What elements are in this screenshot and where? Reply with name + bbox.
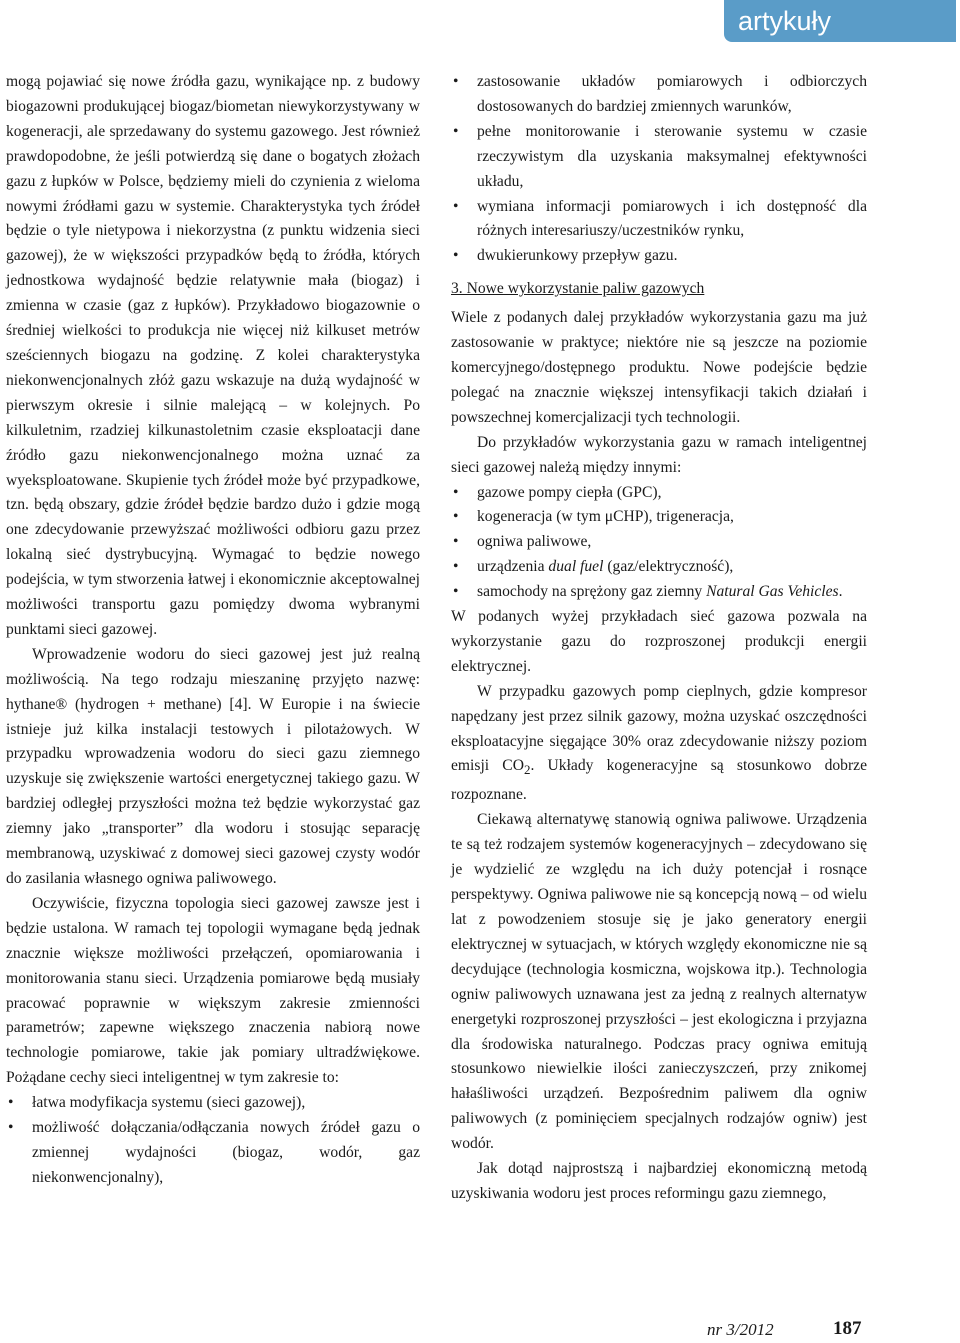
bullet-list <box>451 481 867 606</box>
paragraph-text: W przypadku gazowych pomp cieplnych, gdzie kompresor napędzany jest przez silnik gazowy, można uzyskać oszczędności eksploatacyjne sięgające 30% oraz zdecydowanie niższy poziom emisji CO <box>451 682 867 775</box>
paragraph: Wprowadzenie wodoru do sieci gazowej jest już realną możliwością. Na tego rodzaju mieszaninę przyjęto nazwę: hythane® (hydrogen + methane) [4]. W Europie i na świecie istnieje już kilka instalacji testowych i pilotażowych. W przypadku wprowadzenia wodoru do sieci gazu ziemnego uzyskuje się zwiększenie wartości energetycznej takiego gazu. W bardziej odległej przyszłości można też będzie wykorzystać gaz ziemny jako „transporter” dla wodoru i stosując separację membranową, uzyskiwać z domowej sieci gazowej czysty wodór do zasilania własnego ogniwa paliwowego. <box>6 645 420 887</box>
section-tab <box>724 0 956 42</box>
issue-label: nr 3/2012 <box>707 1320 774 1339</box>
list-item: • kogeneracja (w tym μCHP), trigeneracja, <box>451 505 867 530</box>
list-item <box>451 580 867 605</box>
list-item-text: samochody na sprężony gaz ziemny <box>477 583 707 601</box>
list-item-italic: Natural Gas Vehicles <box>706 583 839 601</box>
paragraph: Ciekawą alternatywę stanowią ogniwa paliwowe. Urządzenia te są też rodzajem systemów kogeneracyjnych – zdecydowano się je wydzielić ze względu na ich duży potencjał i rosnące perspektywy. Ogniwa paliwowe nie są koncepcją nową – od wielu lat z powodzeniem stosuje się je jako generatory energii elektrycznej w sytuacjach, w których względy ekonomiczne nie są decydujące (technologia kosmiczna, wojskowa itp.). Technologia ogniw paliwowych uznawana jest za jedną z realnych alternatyw energetyki rozproszonej przyszłości – jest ekologiczna i przyjazna dla środowiska naturalnego. Podczas pracy ogniwa emitują stosunkowo niewielkie ilości zanieczyszczeń, przy znikomej hałaśliwości urządzeń. Bezpośrednim paliwem dla ogniw paliwowych (z pominięciem specjalnych rodzajów ogniw) jest wodór. <box>451 811 867 1153</box>
list-item: • gazowe pompy ciepła (GPC), <box>451 481 867 506</box>
left-column <box>6 70 420 1191</box>
subscript: 2 <box>523 762 531 778</box>
list-item: • dwukierunkowy przepływ gazu. <box>451 244 867 269</box>
list-item: • łatwa modyfikacja systemu (sieci gazowej), <box>6 1091 420 1116</box>
list-item: • możliwość dołączania/odłączania nowych źródeł gazu o zmiennej wydajności (biogaz, wodór, gaz niekonwencjonalny), <box>6 1116 420 1191</box>
list-item-text: urządzenia <box>477 558 549 576</box>
paragraph: W podanych wyżej przykładach sieć gazowa pozwala na wykorzystanie gazu do rozproszonej produkcji energii elektrycznej. <box>451 608 867 675</box>
paragraph: Jak dotąd najprostszą i najbardziej ekonomiczną metodą uzyskiwania wodoru jest proces reformingu gazu ziemnego, <box>451 1160 867 1202</box>
paragraph <box>451 680 867 809</box>
section-tab-label: artykuły <box>738 6 832 36</box>
list-item: • zastosowanie układów pomiarowych i odbiorczych dostosowanych do bardziej zmiennych warunków, <box>451 70 867 120</box>
section-heading: 3. Nowe wykorzystanie paliw gazowych <box>451 280 705 298</box>
list-item-text: . <box>838 583 843 601</box>
paragraph: Do przykładów wykorzystania gazu w ramach inteligentnej sieci gazowej należą między innymi: <box>451 433 867 476</box>
list-item-text: (gaz/elektryczność), <box>603 558 734 576</box>
list-item-italic: dual fuel <box>548 558 604 576</box>
paragraph: mogą pojawiać się nowe źródła gazu, wynikające np. z budowy biogazowni produkującej biogaz/biometan niewykorzystywany w kogeneracji, ale sprzedawany do systemu gazowego. Jest również prawdopodobne, że jeśli potwierdzą się dane o bogatych złożach gazu z łupków w Polsce, będziemy mieli do czynienia z wieloma nowymi źródłami gazu w systemie. Charakterystyka tych źródeł będzie o tyle nietypowa i niekorzystna (z punktu widzenia sieci gazowej), że w większości przypadków będą to źródła, których jednostkowa wydajność będzie relatywnie mała (biogaz) i zmienna w czasie (gaz z łupków). Przykładowo biogazownie o średniej wielkości to produkcja nie więcej niż kilkuset metrów sześciennych biogazu na godzinę. Z kolei charakterystyka niekonwencjonalnych złóż gazu wskazuje na dużą wydajność w pierwszym okresie i silnie malejącą – w kolejnych. Po kilkuletnim, rzadziej kilkunastoletnim czasie eksploatacji dane źródło gazu niekonwencjonalnego można uznać za wyeksploatowane. Skupienie tych źródeł może być przypadkowe, tzn. będą obszary, gdzie źródeł będzie bardzo dużo i gdzie mogą one zdecydowanie przewyższać możliwości odbioru gazu przez lokalną sieć dystrybucyjną. Wymagać to będzie nowego podejścia, w tym stworzenia łatwej i ekonomicznie akceptowalnej możliwości transportu gazu pomiędzy dwoma wybranymi punktami sieci gazowej. <box>6 73 420 638</box>
list-item: • pełne monitorowanie i sterowanie systemu w czasie rzeczywistym dla uzyskania maksymalnej efektywności układu, <box>451 120 867 195</box>
paragraph: Wiele z podanych dalej przykładów wykorzystania gazu ma już zastosowanie w praktyce; niektóre nie są jeszcze na poziomie komercyjnego/dostępnego produktu. Nowe podejście będzie polegać na znacznie większej intensyfikacji takich działań i powszechnej komercjalizacji tych technologii. <box>451 309 867 426</box>
paragraph: Oczywiście, fizyczna topologia sieci gazowej zawsze jest i będzie ustalona. W ramach tej topologii wymagane będą jednak znacznie większe możliwości przełączeń, opomiarowania i monitorowania stanu sieci. Urządzenia pomiarowe będą musiały pracować poprawnie w większym zakresie zmienności parametrów; zapewne większego znaczenia nabiorą nowe technologie pomiarowe, takie jak pomiary ultradźwiękowe. Pożądane cechy sieci inteligentnej w tym zakresie to: <box>6 894 420 1087</box>
list-item: • ogniwa paliwowe, <box>451 530 867 555</box>
list-item: • wymiana informacji pomiarowych i ich dostępność dla różnych interesariuszy/uczestników rynku, <box>451 195 867 245</box>
bullet-list <box>6 1091 420 1191</box>
page-number: 187 <box>833 1318 862 1339</box>
list-item <box>451 555 867 580</box>
bullet-list <box>451 70 867 269</box>
right-column <box>451 70 867 1207</box>
paragraph-text: . Układy kogeneracyjne są stosunkowo dobrze rozpoznane. <box>451 757 867 804</box>
